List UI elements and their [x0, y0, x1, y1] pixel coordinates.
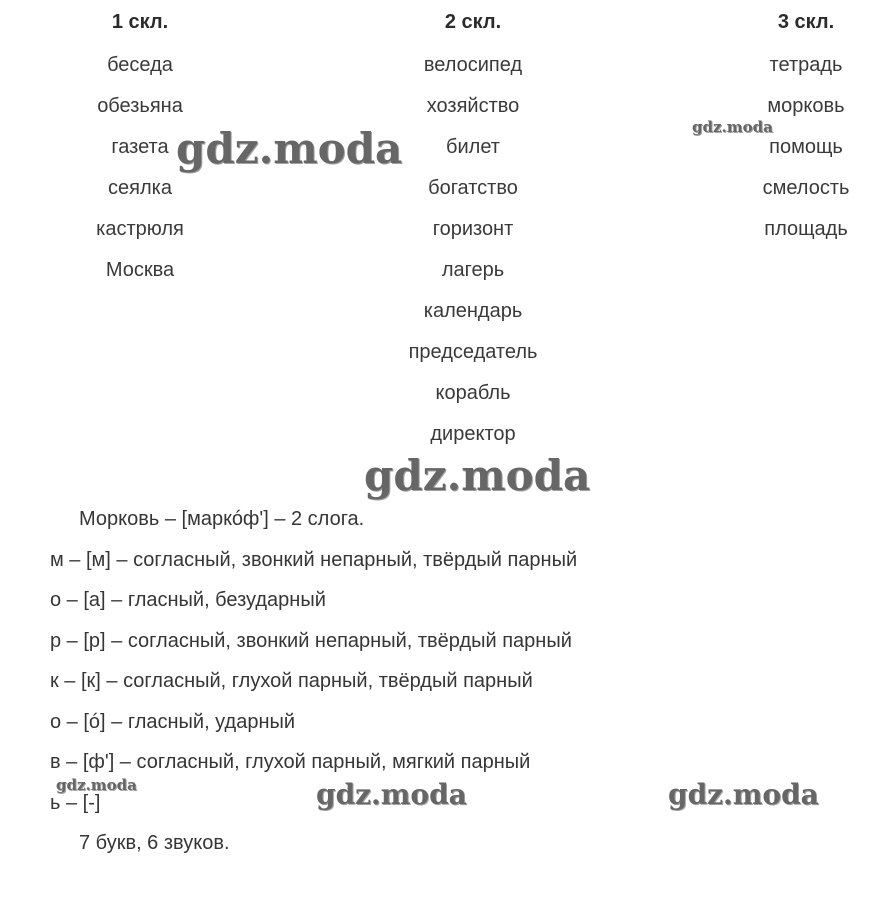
analysis-line: м – [м] – согласный, звонкий непарный, твёрдый парный: [50, 548, 578, 571]
analysis-summary: 7 букв, 6 звуков.: [79, 832, 230, 854]
analysis-line: р – [р] – согласный, звонкий непарный, твёрдый парный: [50, 629, 572, 652]
word-item: календарь: [423, 300, 523, 322]
column-declension-3: [706, 52, 873, 257]
watermark-logo: gdz.moda: [364, 451, 591, 500]
word-item: горизонт: [432, 218, 514, 240]
watermark-logo: gdz.moda: [316, 778, 467, 811]
watermark-logo: gdz.moda: [176, 124, 403, 173]
word-item: беседа: [107, 54, 173, 76]
phonetic-analysis: [50, 505, 850, 870]
watermark-logo: gdz.moda: [56, 776, 137, 794]
analysis-line: о – [а] – гласный, безударный: [50, 589, 326, 611]
word-item: помощь: [769, 136, 843, 158]
analysis-line: в – [ф'] – согласный, глухой парный, мягкий парный: [50, 751, 531, 773]
word-item: тетрадь: [769, 54, 843, 76]
word-item: директор: [430, 423, 516, 445]
word-item: билет: [446, 136, 500, 158]
word-item: морковь: [767, 95, 845, 117]
word-item: лагерь: [441, 259, 505, 281]
word-item: обезьяна: [97, 95, 183, 117]
analysis-line: ь – [-]: [50, 791, 101, 814]
word-item: председатель: [408, 341, 538, 363]
column-declension-2: [373, 52, 573, 462]
analysis-title: Морковь – [маркóф'] – 2 слога.: [79, 508, 365, 530]
word-item: сеялка: [108, 177, 172, 199]
watermark-logo: gdz.moda: [668, 778, 819, 811]
word-item: корабль: [435, 382, 511, 404]
word-item: хозяйство: [426, 95, 520, 117]
word-item: площадь: [764, 218, 848, 240]
header-declension-1: 1 скл.: [111, 11, 169, 33]
analysis-line: о – [ó] – гласный, ударный: [50, 710, 296, 733]
analysis-line: к – [к] – согласный, глухой парный, твёрдый парный: [50, 670, 533, 692]
word-item: газета: [111, 136, 169, 158]
word-item: богатство: [428, 177, 518, 199]
word-item: смелость: [762, 177, 850, 199]
word-item: кастрюля: [96, 218, 184, 240]
word-item: Москва: [105, 259, 175, 281]
word-item: велосипед: [423, 54, 523, 76]
header-declension-3: 3 скл.: [777, 11, 835, 33]
watermark-logo: gdz.moda: [692, 118, 773, 136]
header-declension-2: 2 скл.: [444, 11, 502, 33]
column-declension-1: [40, 52, 240, 298]
